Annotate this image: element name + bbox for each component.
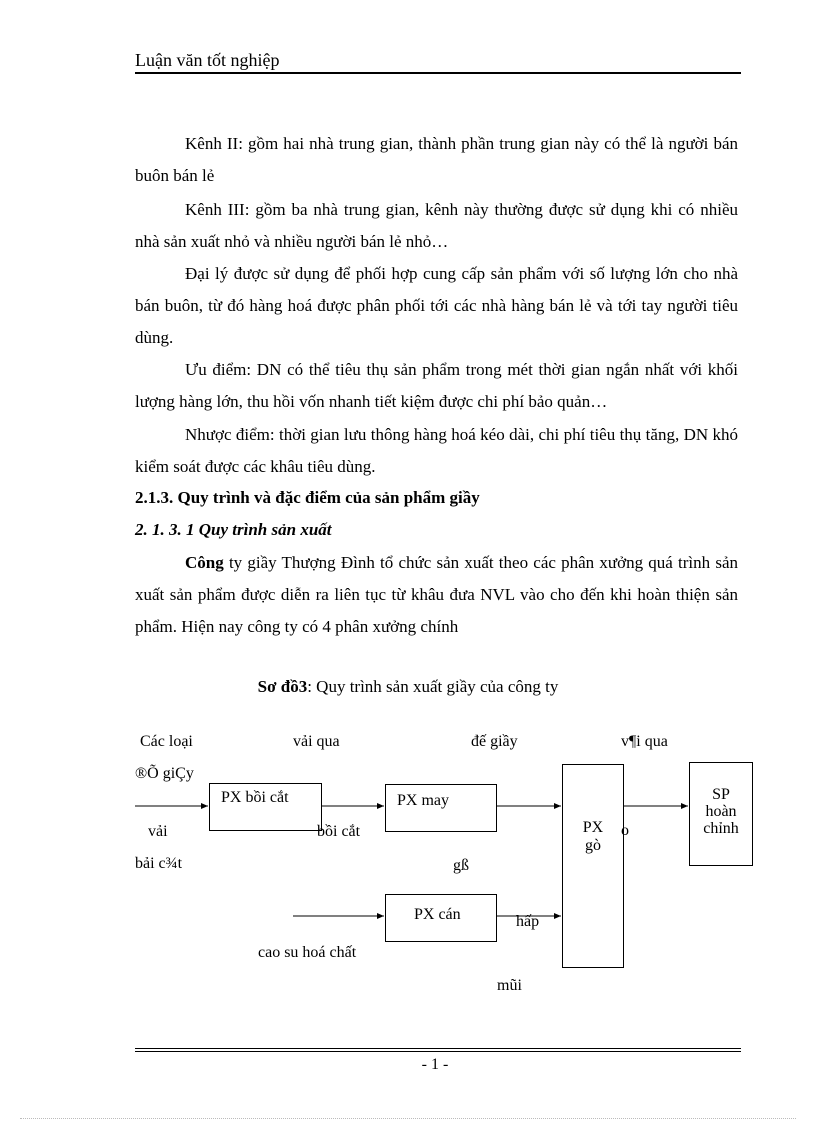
paragraph-kenh-ii: Kênh II: gồm hai nhà trung gian, thành phần trung gian này có thể là người bán buôn bán lẻ [135, 134, 738, 185]
label-mui: mũi [497, 977, 522, 994]
label-vai-qua: vải qua [293, 733, 340, 750]
label-cac-loai: Các loại [140, 733, 193, 750]
box-sp-hoan-chinh-label: SP hoàn chỉnh [703, 786, 739, 837]
label-boi-cat: bồi cắt [317, 823, 361, 840]
label-de-giay: đế giầy [471, 733, 518, 750]
paragraph-dai-ly: Đại lý được sử dụng để phối hợp cung cấp sản phẩm với số lượng lớn cho nhà bán buôn, từ đó hàng hoá được phân phối tới các nhà hàng bán lẻ và tới tay người tiêu dùng. [135, 264, 738, 347]
subsection-heading: 2. 1. 3. 1 Quy trình sản xuất [135, 520, 332, 539]
label-o-fragment: o [621, 822, 629, 839]
running-header-title: Luận văn tốt nghiệp [135, 50, 280, 70]
box-px-may-label: PX may [397, 792, 449, 809]
box-px-can-label: PX cán [414, 906, 461, 923]
box-px-may [385, 784, 497, 832]
paragraph-production-text: ty giầy Thượng Đình tổ chức sản xuất theo các phân xưởng quá trình sản xuất sản phẩm được diễn ra liên tục từ khâu đưa NVL vào cho đến khi hoàn thiện sản phẩm. Hiện nay công ty có 4 phân xưởng chính [135, 553, 738, 636]
page-bottom-dotted-line [20, 1118, 796, 1119]
label-de-giay-garbled: ®Õ giÇy [135, 765, 194, 782]
section-heading: 2.1.3. Quy trình và đặc điểm của sản phẩm giầy [135, 488, 480, 507]
paragraph-uu-diem: Ưu điểm: DN có thể tiêu thụ sản phẩm trong mét thời gian ngắn nhất với khối lượng hàng lớn, thu hồi vốn nhanh tiết kiệm được chi phí bảo quản… [135, 360, 738, 411]
page-number: - 1 - [421, 1056, 449, 1073]
label-go-garbled: gß [453, 857, 469, 874]
paragraph-production-lead: Công [185, 553, 224, 572]
box-px-go-label: PX gò [582, 819, 604, 854]
footer-rule-top [135, 1048, 741, 1049]
label-hap: hấp [516, 913, 540, 930]
diagram-caption-text: : Quy trình sản xuất giầy của công ty [307, 677, 559, 696]
label-vai-boi-cat-garbled: bải c¾t [135, 855, 183, 872]
box-px-boi-cat [209, 783, 322, 831]
diagram-caption-label: Sơ đồ3 [257, 677, 308, 696]
box-px-can [385, 894, 497, 942]
label-vai: vải [148, 823, 168, 840]
box-px-go [562, 764, 624, 968]
footer-rule-bottom [135, 1051, 741, 1052]
label-cao-su-hoa-chat: cao su hoá chất [258, 944, 357, 961]
label-vai-qua-garbled: v¶i qua [621, 733, 668, 750]
paragraph-kenh-iii: Kênh III: gồm ba nhà trung gian, kênh này thường được sử dụng khi có nhiều nhà sản xuất nhỏ và nhiều người bán lẻ nhỏ… [135, 200, 738, 251]
box-px-boi-cat-label: PX bồi cắt [221, 789, 289, 806]
box-sp-hoan-chinh [689, 762, 753, 866]
paragraph-nhuoc-diem: Nhược điểm: thời gian lưu thông hàng hoá kéo dài, chi phí tiêu thụ tăng, DN khó kiểm soát được các khâu tiêu dùng. [135, 425, 738, 476]
